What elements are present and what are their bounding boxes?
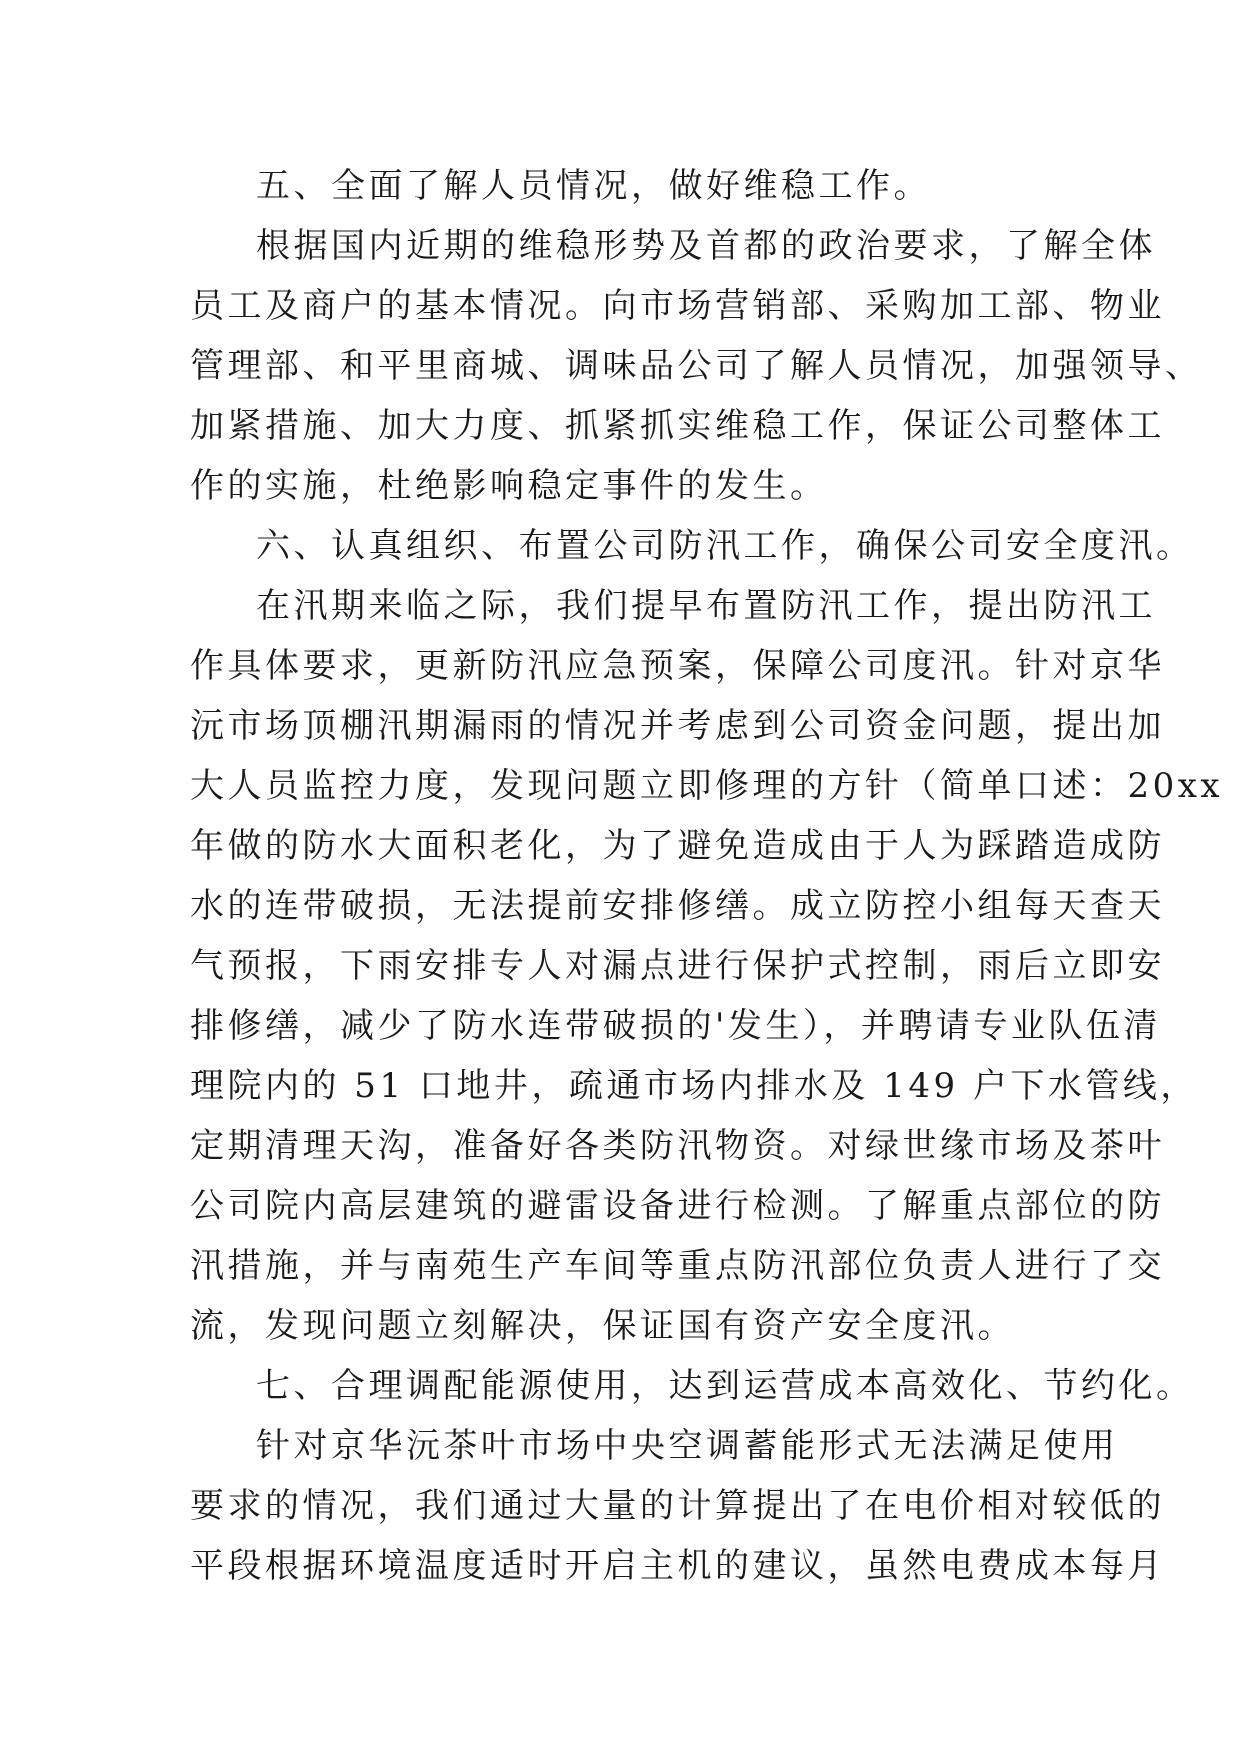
paragraph-line: 要求的情况，我们通过大量的计算提出了在电价相对较低的 — [190, 1486, 1165, 1526]
paragraph-line: 定期清理天沟，准备好各类防汛物资。对绿世缘市场及茶叶 — [190, 1126, 1165, 1166]
paragraph-line: 管理部、和平里商城、调味品公司了解人员情况，加强领导、 — [190, 346, 1203, 386]
paragraph-line: 年做的防水大面积老化，为了避免造成由于人为踩踏造成防 — [190, 826, 1165, 866]
paragraph-line: 流，发现问题立刻解决，保证国有资产安全度汛。 — [190, 1306, 1015, 1346]
paragraph-line: 作的实施，杜绝影响稳定事件的发生。 — [190, 466, 828, 506]
paragraph-line: 针对京华沅茶叶市场中央空调蓄能形式无法满足使用 — [256, 1426, 1119, 1466]
paragraph-line: 大人员监控力度，发现问题立即修理的方针（简单口述：20xx — [190, 766, 1224, 806]
paragraph-line: 气预报，下雨安排专人对漏点进行保护式控制，雨后立即安 — [190, 946, 1165, 986]
paragraph-line: 在汛期来临之际，我们提早布置防汛工作，提出防汛工 — [256, 586, 1156, 626]
paragraph-line: 加紧措施、加大力度、抓紧抓实维稳工作，保证公司整体工 — [190, 406, 1165, 446]
paragraph-line: 沅市场顶棚汛期漏雨的情况并考虑到公司资金问题，提出加 — [190, 706, 1165, 746]
document-body — [190, 156, 1224, 1596]
paragraph-line: 根据国内近期的维稳形势及首都的政治要求，了解全体 — [256, 226, 1156, 266]
paragraph-line: 平段根据环境温度适时开启主机的建议，虽然电费成本每月 — [190, 1546, 1165, 1586]
paragraph-line: 汛措施，并与南苑生产车间等重点防汛部位负责人进行了交 — [190, 1246, 1165, 1286]
paragraph-line: 员工及商户的基本情况。向市场营销部、采购加工部、物业 — [190, 286, 1165, 326]
section-heading-6: 六、认真组织、布置公司防汛工作，确保公司安全度汛。 — [256, 526, 1194, 566]
paragraph-line: 排修缮，减少了防水连带破损的'发生），并聘请专业队伍清 — [190, 1006, 1161, 1046]
paragraph-line: 作具体要求，更新防汛应急预案，保障公司度汛。针对京华 — [190, 646, 1165, 686]
paragraph-line: 水的连带破损，无法提前安排修缮。成立防控小组每天查天 — [190, 886, 1165, 926]
paragraph-line: 公司院内高层建筑的避雷设备进行检测。了解重点部位的防 — [190, 1186, 1165, 1226]
section-heading-5: 五、全面了解人员情况，做好维稳工作。 — [256, 166, 931, 206]
paragraph-line: 理院内的 51 口地井，疏通市场内排水及 149 户下水管线， — [190, 1066, 1198, 1106]
section-heading-7: 七、合理调配能源使用，达到运营成本高效化、节约化。 — [256, 1366, 1194, 1406]
